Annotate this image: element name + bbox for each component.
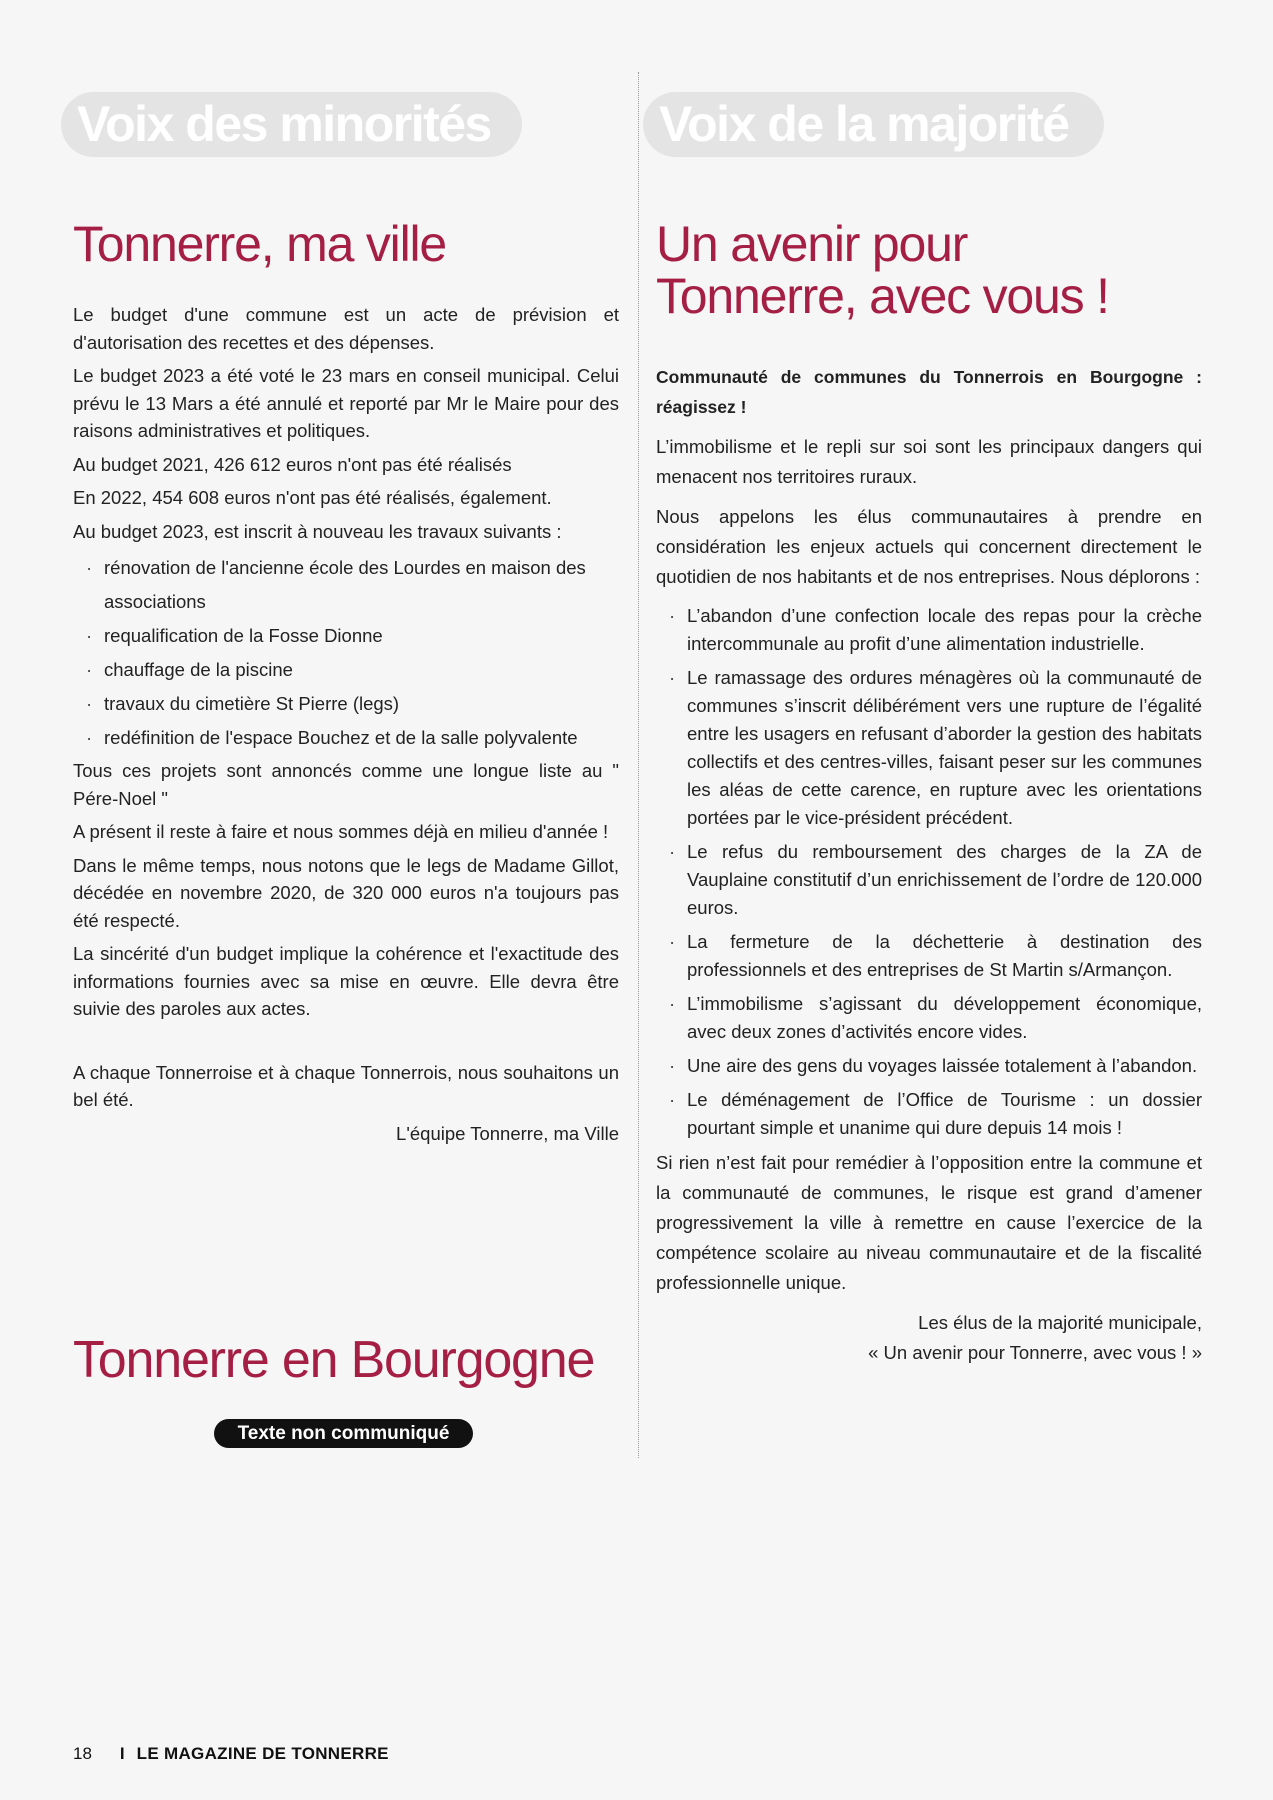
left-paragraph: Au budget 2023, est inscrit à nouveau les travaux suivants : [73, 520, 562, 542]
footer-separator: I [119, 1744, 125, 1763]
right-article-title [656, 218, 1216, 322]
right-title-line1: Un avenir pour [656, 216, 968, 272]
list-item: · Le refus du remboursement des charges de la ZA de Vauplaine constitutif d’un enrichissement de l’ordre de 120.000 euros. [656, 838, 1202, 922]
left-paragraph: Dans le même temps, nous notons que le legs de Madame Gillot, décédée en novembre 2020, de 320 000 euros n'a toujours pas été respecté. [73, 854, 619, 931]
left-paragraph: La sincérité d'un budget implique la cohérence et l'exactitude des informations fournies avec sa mise en œuvre. Elle devra être suivie des paroles aux actes. [73, 943, 619, 1019]
right-title-line2: Tonnerre, avec vous ! [656, 268, 1109, 324]
left-paragraph: Le budget d'une commune est un acte de prévision et d'autorisation des recettes et des dépenses. [73, 304, 619, 353]
list-item: · redéfinition de l'espace Bouchez et de la salle polyvalente [73, 721, 619, 755]
section-label-majority: Voix de la majorité [643, 92, 1104, 157]
list-item: · rénovation de l'ancienne école des Lourdes en maison des associations [73, 551, 619, 619]
page-footer [73, 1744, 389, 1764]
column-divider [638, 72, 639, 1458]
left-signature: L'équipe Tonnerre, ma Ville [396, 1122, 619, 1144]
right-paragraph: Nous appelons les élus communautaires à prendre en considération les enjeux actuels qui concernent directement le quotidien de nos habitants et de nos entreprises. Nous déplorons : [656, 506, 1202, 587]
right-signature-line2: « Un avenir pour Tonnerre, avec vous ! » [868, 1342, 1202, 1363]
page-number: 18 [73, 1744, 92, 1763]
left-paragraph: Le budget 2023 a été voté le 23 mars en conseil municipal. Celui prévu le 13 Mars a été annulé et reporté par Mr le Maire pour des raisons administratives et politiques. [73, 365, 619, 441]
right-signature [656, 1308, 1202, 1368]
section-label-minorities: Voix des minorités [61, 92, 522, 157]
left-article-body [73, 301, 619, 1153]
right-bullet-list [656, 602, 1202, 1142]
list-item: · chauffage de la piscine [73, 653, 619, 687]
left-paragraph: A chaque Tonnerroise et à chaque Tonnerrois, nous souhaitons un bel été. [73, 1061, 619, 1110]
left-paragraph: A présent il reste à faire et nous sommes déjà en milieu d'année ! [73, 821, 609, 842]
left-paragraph: En 2022, 454 608 euros n'ont pas été réalisés, également. [73, 487, 552, 508]
spacer [73, 1029, 619, 1059]
right-paragraph: Si rien n’est fait pour remédier à l’opposition entre la commune et la communauté de communes, le risque est grand d’amener progressivement la ville à remettre en cause l’exercice de la compétence scolaire au niveau communautaire et de la fiscalité professionnelle unique. [656, 1152, 1202, 1293]
list-item: · travaux du cimetière St Pierre (legs) [73, 687, 619, 721]
right-paragraph: L’immobilisme et le repli sur soi sont les principaux dangers qui menacent nos territoires ruraux. [656, 436, 1202, 487]
list-item: · L’abandon d’une confection locale des repas pour la crèche intercommunale au profit d’une alimentation industrielle. [656, 602, 1202, 658]
left-second-title: Tonnerre en Bourgogne [73, 1331, 595, 1389]
left-paragraph: Tous ces projets sont annoncés comme une longue liste au " Pére-Noel " [73, 760, 619, 809]
list-item: · La fermeture de la déchetterie à destination des professionnels et des entreprises de St Martin s/Armançon. [656, 928, 1202, 984]
left-paragraph: Au budget 2021, 426 612 euros n'ont pas été réalisés [73, 453, 512, 475]
list-item: · requalification de la Fosse Dionne [73, 619, 619, 653]
magazine-name: LE MAGAZINE DE TONNERRE [136, 1744, 389, 1763]
list-item: · Le déménagement de l’Office de Tourisme : un dossier pourtant simple et unanime qui dure depuis 14 mois ! [656, 1086, 1202, 1142]
right-signature-line1: Les élus de la majorité municipale, [918, 1312, 1202, 1333]
left-bullet-list [73, 551, 619, 755]
right-intro: Communauté de communes du Tonnerrois en Bourgogne : réagissez ! [656, 367, 1202, 417]
list-item: · Le ramassage des ordures ménagères où la communauté de communes s’inscrit délibérément vers une rupture de l’égalité entre les usagers en refusant d’aborder la gestion des habitats collectifs et des centres-villes, faisant peser sur les communes les aléas de cette carence, en rupture avec les orientations portées par le vice-président précédent. [656, 664, 1202, 832]
not-communicated-badge: Texte non communiqué [214, 1419, 473, 1448]
left-article-title: Tonnerre, ma ville [73, 216, 447, 272]
list-item: · Une aire des gens du voyages laissée totalement à l’abandon. [656, 1052, 1202, 1080]
list-item: · L’immobilisme s’agissant du développement économique, avec deux zones d’activités encore vides. [656, 990, 1202, 1046]
right-article-body [656, 362, 1202, 1378]
